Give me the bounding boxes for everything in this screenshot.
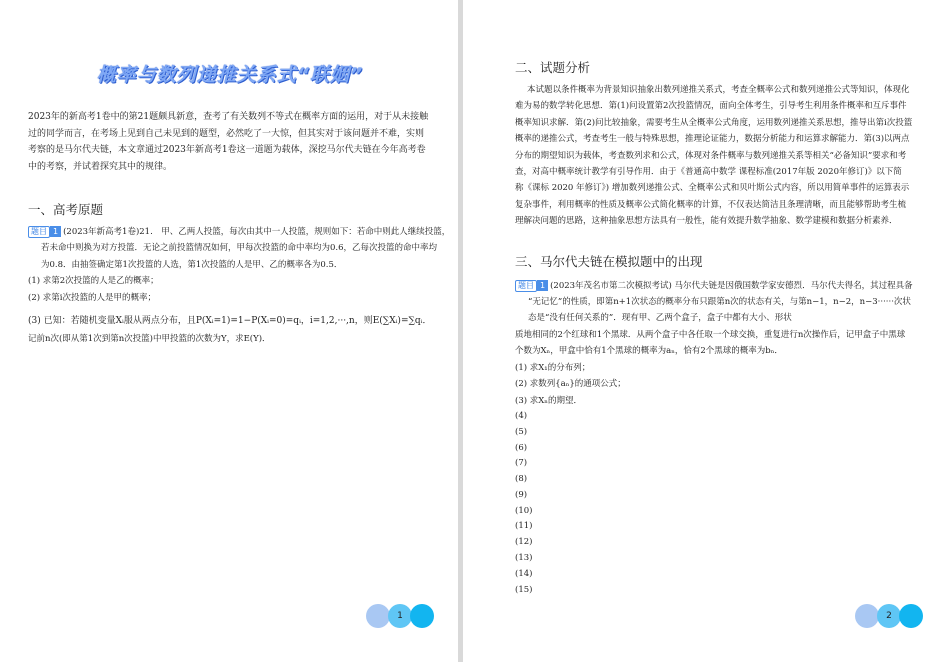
- problem-text-line-1: (2023年茂名市第二次模拟考试) 马尔代夫链是因俄国数学家安德烈．马尔代夫得名，其过程具备: [550, 280, 913, 291]
- analysis-line: 查，对高中概率统计教学有引导作用．由于《普通高中数学 课程标准(2017年版 2020年修订)》以下简: [515, 167, 902, 178]
- list-item: (6): [515, 442, 528, 453]
- list-item: (8): [515, 474, 528, 485]
- list-item: (4): [515, 410, 528, 421]
- numbered-placeholder-list: [515, 409, 922, 599]
- question-tag-number: 1: [50, 226, 61, 237]
- problem-tag-number: 1: [537, 280, 548, 291]
- problem-part-1: (1) 求X₁的分布列；: [515, 362, 591, 373]
- document-page-1: [0, 0, 458, 662]
- question-tag: 题目: [28, 226, 50, 238]
- page-dot-right: [410, 604, 434, 628]
- problem-text-line-2: “无记忆”的性质，即第n+1次状态的概率分布只跟第n次的状态有关，与第n−1，n−2，n−3······次状: [528, 297, 911, 308]
- intro-paragraph: 2023年的新高考1卷中的第21题颇具新意，查考了有关数列不等式在概率方面的运用，对于从未接触过的同学而言，在考场上见到自己未见到的题型，必然吃了一大惊，但其实对于该问题并不难，实则考察的是马尔代夫链，本文章通过2023年新高考1卷这一道题为载体，深挖马尔代夫链在今年高考卷中的考察，并试着探究其中的规律。: [28, 112, 429, 172]
- list-item: (5): [515, 426, 528, 437]
- problem-part-2: (2) 求数列{aₙ}的通项公式；: [515, 379, 626, 390]
- analysis-line: 复杂事件，利用概率的性质及概率公式简化概率的计算，不仅表达简洁且条理清晰，而且能够帮助考生梳: [515, 199, 907, 210]
- analysis-line: 难为易的数学转化思想．第(1)问设置第2次投篮情况，面向全体考生，引导考生利用条件概率和互斥事件: [515, 101, 907, 112]
- problem-text-line-4: 质地相同的2个红球和1个黑球．从两个盒子中各任取一个球交换，重复进行n次操作后，记甲盒子中黑球: [515, 329, 906, 340]
- question-part-1: (1) 求第2次投篮的人是乙的概率；: [28, 276, 159, 287]
- section-heading-markov-chain: 三、马尔代夫链在模拟题中的出现: [515, 253, 703, 269]
- page-dot-left: [855, 604, 879, 628]
- list-item: (13): [515, 553, 533, 564]
- analysis-line: 概率知识求解．第(2)问比较抽象，需要考生从全概率公式角度，运用数列递推关系思想，推导出第i次投篮: [515, 117, 913, 128]
- question-text-line-3: 为0.8．由抽签确定第1次投篮的人选，第1次投篮的人是甲、乙的概率各为0.5．: [41, 259, 343, 270]
- question-text-line-1: (2023年新高考1卷)21. 甲、乙两人投篮，每次由其中一人投篮，规则如下：若命中则此人继续投篮，: [63, 227, 451, 237]
- page-number-badge: 1: [388, 604, 412, 628]
- section-heading-exam-problem: 一、高考原题: [28, 202, 104, 217]
- analysis-line: 称《课标 2020 年修订》) 增加数列递推公式、全概率公式和贝叶斯公式内容，所以用简单事件的运算表示: [515, 183, 910, 194]
- analysis-line: 分布的期望知识为载体，考查数列求和公式，体现对条件概率与数列递推关系等相关“必备知识”要求和考: [515, 150, 907, 161]
- document-page-2: [463, 0, 952, 662]
- analysis-paragraph: [515, 82, 922, 230]
- question-first-line: [28, 224, 451, 240]
- section-heading-analysis: 二、试题分析: [515, 60, 591, 75]
- question-part-3-continued: 记前n次(即从第1次到第n次投篮)中甲投篮的次数为Y，求E(Y)．: [28, 334, 271, 345]
- list-item: (11): [515, 521, 533, 532]
- page-dot-right: [899, 604, 923, 628]
- problem-first-line: [515, 278, 922, 294]
- analysis-line: 理解决问题的思路，这种抽象思想方法具有一般性，能有效提升数学抽象、数学建模和数据分析素养．: [515, 216, 898, 227]
- list-item: (15): [515, 584, 533, 595]
- question-part-2: (2) 求第i次投篮的人是甲的概率；: [28, 292, 156, 303]
- list-item: (9): [515, 489, 528, 500]
- page-dot-left: [366, 604, 390, 628]
- document-title: 概率与数列递推关系式“联姻”: [96, 64, 364, 86]
- analysis-line: 概率的递推公式，考查考生一般与特殊思想，推理论证能力，数据分析能力和运算求解能力．第(3)以两点: [515, 134, 910, 145]
- list-item: (14): [515, 568, 533, 579]
- list-item: (7): [515, 458, 528, 469]
- analysis-line: 本试题以条件概率为背景知识抽象出数列递推关系式，考查全概率公式和数列递推公式等知识，体现化: [527, 85, 910, 95]
- page-number-badge: 2: [877, 604, 901, 628]
- question-part-3: (3) 已知：若随机变量Xᵢ服从两点分布，且P(Xᵢ=1)=1−P(Xᵢ=0)=qᵢ，i=1,2,···,n，则E(∑Xᵢ)=∑qᵢ．: [28, 316, 432, 327]
- problem-text-line-5: 个数为Xₙ，甲盒中恰有1个黑球的概率为aₙ，恰有2个黑球的概率为bₙ．: [515, 346, 783, 357]
- list-item: (10): [515, 505, 533, 516]
- question-text-line-2: 若未命中则换为对方投篮．无论之前投篮情况如何，甲每次投篮的命中率均为0.6，乙每次投篮的命中率均: [41, 243, 438, 254]
- list-item: (12): [515, 537, 533, 548]
- problem-part-3: (3) 求Xₙ的期望．: [515, 395, 582, 406]
- problem-tag: 题目: [515, 280, 537, 292]
- problem-text-line-3: 态是“没有任何关系的”．现有甲、乙两个盒子，盒子中都有大小、形状: [528, 313, 792, 324]
